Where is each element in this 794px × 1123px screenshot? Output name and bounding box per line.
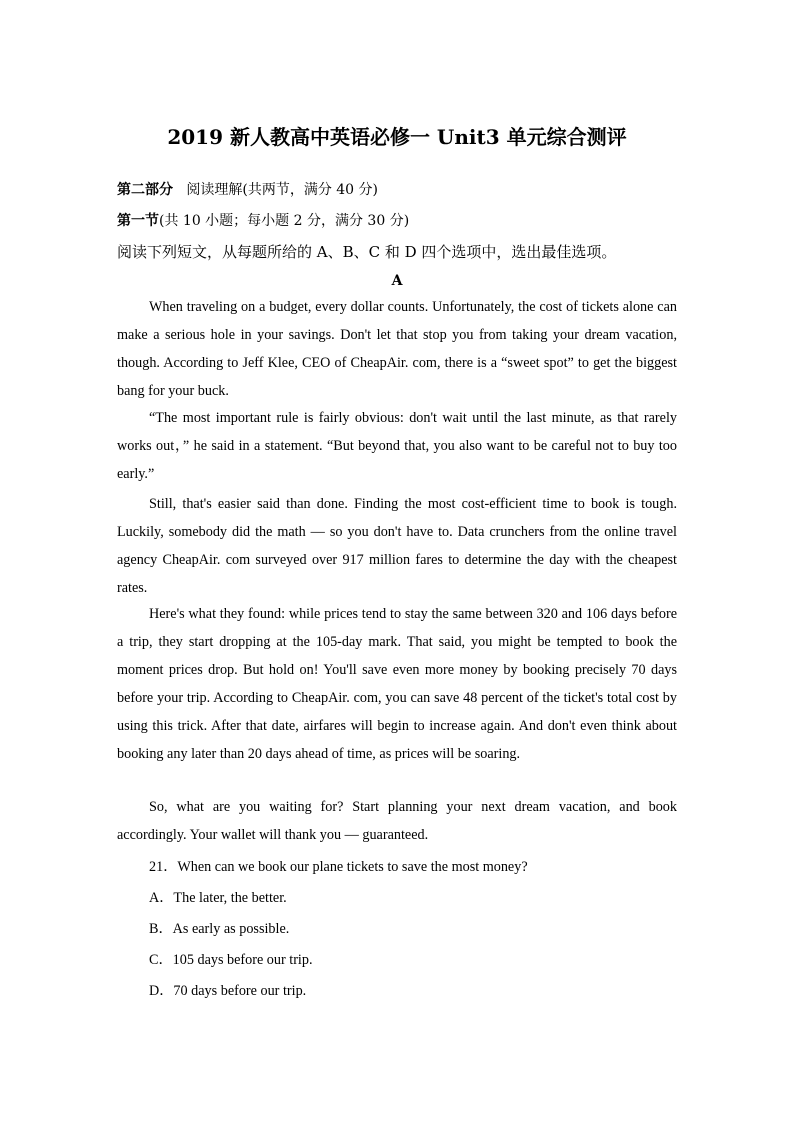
section-heading-label: 第一节 — [117, 213, 159, 229]
paragraph-1: When traveling on a budget, every dollar counts. Unfortunately, the cost of tickets alone can make a serious hole in your savings. Don't let that stop you from taking your dream vacation, though. According to Jeff Klee, CEO of CheapAir. com, there is a “sweet spot” to get the biggest bang for your buck. — [117, 299, 677, 399]
passage-label: A — [391, 273, 403, 289]
question-stem: 21．When can we book our plane tickets to save the most money? — [149, 859, 528, 875]
part-heading-label: 第二部分 — [117, 182, 173, 198]
part-heading-text: 阅读理解(共两节，满分 40 分) — [186, 182, 378, 198]
section-heading-text: (共 10 小题；每小题 2 分，满分 30 分) — [159, 213, 410, 229]
paragraph-4: Here's what they found: while prices tend to stay the same between 320 and 106 days before a trip, they start dropping at the 105-day mark. That said, you might be tempted to book the moment prices drop. But hold on! You'll save even more money by booking precisely 70 days before your trip. According to CheapAir. com, you can save 48 percent of the ticket's total cost by using this trick. After that date, airfares will begin to increase again. And don't even think about booking any later than 20 days ahead of time, as prices will be soaring. — [117, 606, 677, 762]
document-title: 2019 新人教高中英语必修一 Unit3 单元综合测评 — [167, 125, 627, 149]
paragraph-5: So, what are you waiting for? Start planning your next dream vacation, and book accordingly. Your wallet will thank you — guaranteed. — [117, 799, 677, 843]
option-c: C．105 days before our trip. — [149, 952, 313, 968]
section-heading — [117, 210, 409, 230]
option-d: D．70 days before our trip. — [149, 983, 307, 999]
instruction-text: 阅读下列短文，从每题所给的 A、B、C 和 D 四个选项中，选出最佳选项。 — [117, 243, 617, 261]
option-b: B．As early as possible. — [149, 921, 290, 937]
paragraph-2: “The most important rule is fairly obvious: don't wait until the last minute, as that rarely works out，” he said in a statement. “But beyond that, you also want to be careful not to buy too early.” — [117, 410, 677, 482]
part-heading — [117, 179, 378, 199]
paragraph-3: Still, that's easier said than done. Finding the most cost-efficient time to book is tough. Luckily, somebody did the math — so you don't have to. Data crunchers from the online travel agency CheapAir. com surveyed over 917 million fares to determine the day with the cheapest rates. — [117, 496, 677, 596]
option-a: A．The later, the better. — [149, 890, 287, 906]
